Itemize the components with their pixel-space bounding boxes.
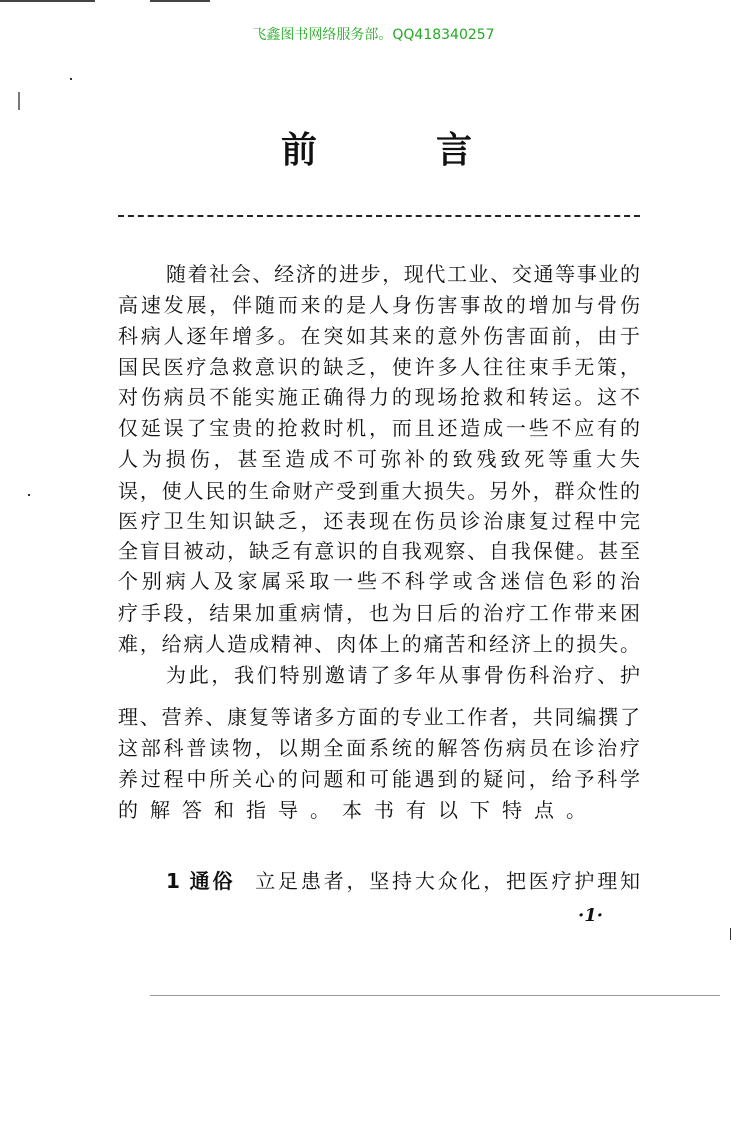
text-line: 人为损伤，甚至造成不可弥补的致残致死等重大失 <box>118 447 640 471</box>
scan-speck <box>730 928 731 940</box>
text-line: 科病人逐年增多。在突如其来的意外伤害面前，由于 <box>118 324 640 348</box>
text-line: 的解答和指导。本书有以下特点。 <box>118 798 598 822</box>
feature-heading: 1 通俗 <box>166 869 236 893</box>
text-line: 随着社会、经济的进步，现代工业、交通等事业的 <box>166 262 640 286</box>
text-line: 为此，我们特别邀请了多年从事骨伤科治疗、护 <box>166 663 640 687</box>
page-number: ·1· <box>578 905 604 926</box>
scan-speck <box>28 494 30 496</box>
watermark: 飞鑫图书网络服务部。QQ418340257 <box>252 27 495 43</box>
title-rule <box>118 215 640 217</box>
scan-edge-line <box>0 0 95 2</box>
scan-bottom-line <box>150 995 720 996</box>
text-line: 国民医疗急救意识的缺乏，使许多人往往束手无策， <box>118 355 640 379</box>
feature-text: 立足患者，坚持大众化，把医疗护理知 <box>255 869 640 893</box>
text-line: 个别病人及家属采取一些不科学或含迷信色彩的治 <box>118 569 640 593</box>
text-line: 对伤病员不能实施正确得力的现场抢救和转运。这不 <box>118 385 640 409</box>
text-line: 理、营养、康复等诸多方面的专业工作者，共同编撰了 <box>118 705 640 729</box>
text-line: 这部科普读物，以期全面系统的解答伤病员在诊治疗 <box>118 736 640 760</box>
text-line: 高速发展，伴随而来的是人身伤害事故的增加与骨伤 <box>118 293 640 317</box>
text-line: 疗手段，结果加重病情，也为日后的治疗工作带来困 <box>118 601 640 625</box>
scan-edge-line <box>150 0 210 2</box>
scan-speck <box>18 92 20 110</box>
text-line: 全盲目被动，缺乏有意识的自我观察、自我保健。甚至 <box>118 539 640 563</box>
text-line: 仅延误了宝贵的抢救时机，而且还造成一些不应有的 <box>118 416 640 440</box>
page-title-char-2: 言 <box>436 129 473 171</box>
text-line: 难，给病人造成精神、肉体上的痛苦和经济上的损失。 <box>118 632 640 656</box>
text-line: 医疗卫生知识缺乏，还表现在伤员诊治康复过程中完 <box>118 509 640 533</box>
page-title-char-1: 前 <box>281 129 318 171</box>
text-line: 误，使人民的生命财产受到重大损失。另外，群众性的 <box>118 479 640 503</box>
scan-speck <box>70 78 72 80</box>
text-line: 养过程中所关心的问题和可能遇到的疑问，给予科学 <box>118 767 640 791</box>
feature-line <box>166 868 640 894</box>
